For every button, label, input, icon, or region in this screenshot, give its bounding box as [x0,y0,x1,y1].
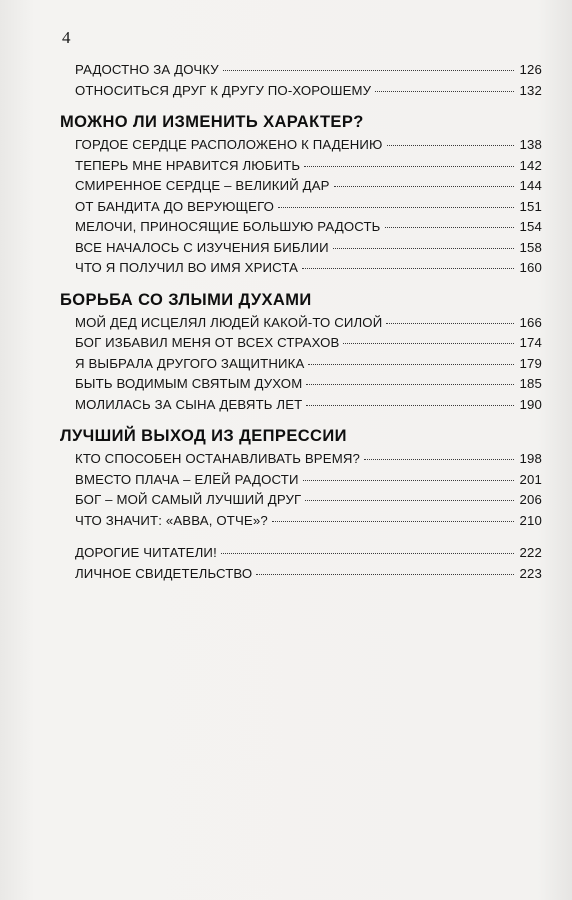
toc-entry [60,83,542,104]
toc-entry [60,397,542,418]
toc-entry-page: 201 [519,471,542,487]
page-number: 4 [62,28,71,47]
toc-entry-page: 132 [519,82,542,98]
toc-entry-page: 154 [519,219,542,234]
toc-spacer [60,533,542,545]
leader-dots [308,364,514,365]
toc-entry-page: 190 [519,396,542,412]
toc-entry [60,158,542,179]
toc-entry-title: ЧТО Я ПОЛУЧИЛ ВО ИМЯ ХРИСТА [75,260,299,275]
toc-entry-page: 210 [519,512,542,528]
toc-entry-title: ОТНОСИТЬСЯ ДРУГ К ДРУГУ ПО-ХОРОШЕМУ [75,82,372,98]
toc-entry-title: ВМЕСТО ПЛАЧА – ЕЛЕЙ РАДОСТИ [75,471,299,487]
toc-entry-title: ЧТО ЗНАЧИТ: «АВВА, ОТЧЕ»? [75,512,268,528]
leader-dots [306,384,514,385]
toc-entry [60,199,542,220]
leader-dots [304,166,514,167]
toc-entry-title: БЫТЬ ВОДИМЫМ СВЯТЫМ ДУХОМ [75,376,303,391]
toc-entry-page: 160 [519,260,542,275]
leader-dots [375,91,514,92]
toc-entry-title: ВСЕ НАЧАЛОСЬ С ИЗУЧЕНИЯ БИБЛИИ [75,239,329,255]
leader-dots [272,521,514,522]
toc-entry-title: ГОРДОЕ СЕРДЦЕ РАСПОЛОЖЕНО К ПАДЕНИЮ [75,137,383,152]
leader-dots [256,574,514,575]
toc-entry-page: 166 [519,314,542,330]
toc-entry-title: ЛИЧНОЕ СВИДЕТЕЛЬСТВО [75,565,253,581]
section-heading: МОЖНО ЛИ ИЗМЕНИТЬ ХАРАКТЕР? [60,113,364,131]
toc-entry [60,472,542,493]
leader-dots [386,323,514,324]
leader-dots [343,343,514,344]
section-heading: ЛУЧШИЙ ВЫХОД ИЗ ДЕПРЕССИИ [60,427,347,445]
leader-dots [303,480,514,481]
toc-entry-page: 126 [519,62,542,77]
toc-entry-title: ДОРОГИЕ ЧИТАТЕЛИ! [75,545,217,560]
toc-entry-title: БОГ ИЗБАВИЛ МЕНЯ ОТ ВСЕХ СТРАХОВ [75,335,340,350]
toc-entry [60,137,542,158]
toc-entry-page: 151 [519,198,542,214]
toc-entry [60,545,542,566]
toc-entry-title: ТЕПЕРЬ МНЕ НРАВИТСЯ ЛЮБИТЬ [75,157,301,173]
toc-entry-title: ОТ БАНДИТА ДО ВЕРУЮЩЕГО [75,198,275,214]
section-heading: БОРЬБА СО ЗЛЫМИ ДУХАМИ [60,290,312,309]
toc-entry [60,513,542,534]
leader-dots [223,70,514,71]
toc-entry-page: 138 [519,137,542,152]
toc-entry [60,376,542,397]
leader-dots [333,248,514,249]
toc-entry-page: 185 [519,376,542,391]
toc-entry [60,219,542,240]
toc-entry-page: 206 [519,492,542,507]
leader-dots [302,268,514,269]
toc-entry [60,492,542,513]
leader-dots [306,405,514,406]
toc-entry-page: 142 [519,157,542,173]
toc-entry-title: МОЙ ДЕД ИСЦЕЛЯЛ ЛЮДЕЙ КАКОЙ-ТО СИЛОЙ [75,314,383,330]
leader-dots [387,145,514,146]
toc-entry-page: 158 [519,239,542,255]
leader-dots [278,207,514,208]
leader-dots [305,500,514,501]
toc-entry [60,178,542,199]
toc-entry-title: РАДОСТНО ЗА ДОЧКУ [75,62,219,77]
toc-entry [60,566,542,587]
toc-entry-title: КТО СПОСОБЕН ОСТАНАВЛИВАТЬ ВРЕМЯ? [75,451,360,466]
table-of-contents [60,62,542,586]
leader-dots [364,459,514,460]
toc-entry [60,260,542,281]
toc-entry-page: 223 [519,565,542,581]
toc-entry-title: Я ВЫБРАЛА ДРУГОГО ЗАЩИТНИКА [75,355,305,371]
leader-dots [334,186,514,187]
toc-entry [60,62,542,83]
toc-entry-page: 179 [519,355,542,371]
toc-entry-title: БОГ – МОЙ САМЫЙ ЛУЧШИЙ ДРУГ [75,492,302,507]
toc-entry [60,240,542,261]
toc-entry-title: МЕЛОЧИ, ПРИНОСЯЩИЕ БОЛЬШУЮ РАДОСТЬ [75,219,381,234]
toc-entry [60,356,542,377]
toc-entry-page: 198 [519,451,542,466]
leader-dots [221,553,514,554]
leader-dots [385,227,515,228]
toc-entry-page: 222 [519,545,542,560]
toc-entry-page: 144 [519,178,542,193]
toc-entry-title: МОЛИЛАСЬ ЗА СЫНА ДЕВЯТЬ ЛЕТ [75,396,303,412]
toc-entry-title: СМИРЕННОЕ СЕРДЦЕ – ВЕЛИКИЙ ДАР [75,178,330,193]
toc-entry-page: 174 [519,335,542,350]
toc-entry [60,335,542,356]
toc-entry [60,315,542,336]
toc-entry [60,451,542,472]
